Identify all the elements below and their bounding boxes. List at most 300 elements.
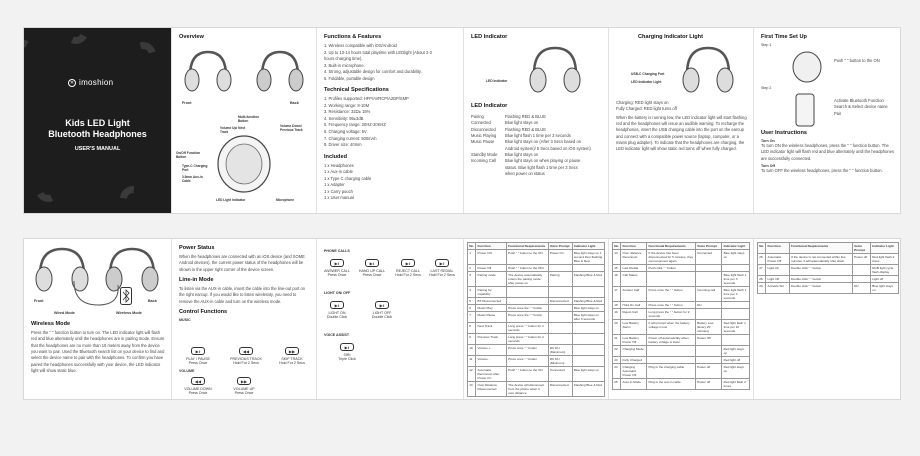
turn-off-heading: Turn Off bbox=[761, 164, 775, 169]
table-cell: Activate Siri bbox=[766, 283, 790, 294]
table-cell: DU bbox=[695, 302, 722, 309]
manual-label: USER'S MANUAL bbox=[74, 146, 121, 152]
table-cell: Pairing mode bbox=[476, 272, 507, 287]
table-row bbox=[758, 254, 899, 265]
answer-call-control: ▶‖ ANSWER CALL Press Once bbox=[324, 261, 350, 277]
control-action: Press Once bbox=[188, 391, 208, 395]
linein-paragraph: To listen via the AUX-in cable, insert the cable into the line-out port on the right earcup. If you would like to listen wirelessly, you need to remove the AUX-in cable and turn on the wireless mode. bbox=[179, 286, 306, 304]
siri-control: ▶‖ SIRI Triple Click bbox=[338, 345, 356, 361]
decor-arc bbox=[115, 181, 152, 213]
phone-icon bbox=[790, 92, 820, 128]
voice-assist-heading: VOICE ASSIST bbox=[324, 333, 350, 337]
table-cell bbox=[548, 287, 572, 298]
table-panel-1 bbox=[464, 239, 609, 399]
play-pause-icon: ▶‖ bbox=[191, 347, 205, 355]
table-cell bbox=[506, 298, 548, 305]
table-cell: 21 bbox=[613, 335, 621, 346]
table-cell: Power ON bbox=[476, 250, 507, 265]
volume-down-control bbox=[180, 377, 216, 395]
table-cell: Connected bbox=[548, 367, 572, 382]
light-off-control: ▶‖ LIGHT OFF Double Click bbox=[371, 303, 393, 319]
wireless-heading: Wireless Mode bbox=[31, 321, 71, 327]
table-row bbox=[468, 323, 605, 334]
play-pause-icon: ▶‖ bbox=[365, 259, 379, 267]
table-cell bbox=[548, 305, 572, 312]
table-row bbox=[468, 265, 605, 272]
last-redial-control: ▶‖ LAST REDIAL Hold For 2 Secs bbox=[429, 261, 455, 277]
hang-up-control: ▶‖ HANG UP CALL Press Once bbox=[358, 261, 386, 277]
table-cell: 15 bbox=[613, 265, 621, 272]
control-label: VOLUME UP bbox=[233, 387, 255, 391]
table-cell bbox=[572, 356, 604, 367]
table-cell: Volume - bbox=[476, 356, 507, 367]
list-item: 1 x Carry pouch bbox=[324, 188, 353, 194]
setup-heading: First Time Set Up bbox=[761, 34, 807, 40]
table-cell: 5 bbox=[468, 298, 476, 305]
table-cell bbox=[572, 345, 604, 356]
turn-on-text: To turn ON the wireless headphones, press the " " function button. The LED indicator light will flash red and blue alternately until the headphones are successfully connected. bbox=[761, 143, 894, 161]
table-cell bbox=[695, 265, 722, 272]
table-cell: Automatic Power Off bbox=[766, 254, 790, 265]
volume-down-label: Volume Down/ Previous Track bbox=[280, 124, 303, 132]
led-heading-2: LED Indicator bbox=[471, 103, 508, 109]
table-row bbox=[468, 345, 605, 356]
functions-heading: Functions & Features bbox=[324, 34, 382, 40]
headphones-front-icon bbox=[182, 46, 234, 98]
title-line-1: Kids LED Light bbox=[65, 118, 130, 128]
aux-cable-label: 3.5mm Aux-in Cable bbox=[182, 175, 203, 183]
table-cell: 27 bbox=[758, 265, 766, 276]
table-cell bbox=[572, 334, 604, 345]
table-cell: Red light flash 2 times bbox=[871, 254, 899, 265]
table-cell bbox=[852, 265, 870, 276]
table-cell: Music Pause bbox=[476, 312, 507, 323]
table-panel-3 bbox=[754, 239, 902, 399]
table-cell bbox=[506, 287, 548, 298]
table-cell bbox=[852, 276, 870, 283]
cover-panel bbox=[24, 28, 172, 213]
table-cell bbox=[695, 272, 722, 287]
table-cell: 26 bbox=[758, 254, 766, 265]
step-1-label: Step 1 bbox=[761, 43, 772, 47]
headphones-back-icon bbox=[254, 46, 306, 98]
table-cell: DU bbox=[852, 283, 870, 294]
play-pause-icon: ▶‖ bbox=[435, 259, 449, 267]
list-item: 4. Strong, adjustable design for comfort and durability. bbox=[324, 69, 422, 75]
list-item: 4. Sensitivity: 95±3dB bbox=[324, 115, 364, 121]
power-paragraph: When the headphones are connected with an iOS device (and SOME Android devices), the current power status of the headphones will be shown in the upper right corner of the device screen. bbox=[179, 254, 305, 272]
list-item: 2. Working range: 8-10M bbox=[324, 102, 369, 108]
volume-up-control bbox=[226, 377, 262, 395]
volume-down-icon: ◀◀ bbox=[191, 377, 205, 385]
control-label: VOLUME DOWN bbox=[184, 387, 212, 391]
table-cell: Low Battery Power Off bbox=[621, 335, 647, 346]
headphones-step1-icon bbox=[790, 50, 824, 84]
list-item: Music Playing Blue light flash 1 time per 3 seconds bbox=[471, 133, 571, 139]
headphones-charging-icon bbox=[679, 44, 737, 98]
included-heading: Included bbox=[324, 153, 347, 160]
table-cell: DU DU (Minimum) bbox=[548, 356, 572, 367]
table-cell: Push " " button to the OFF bbox=[506, 265, 548, 272]
table-cell: Battery Low (Every 20 minutes) bbox=[695, 320, 722, 335]
list-item: Music Pause Blue light stays on (After 3 Secs based on bbox=[471, 139, 582, 145]
title-line-2: Bluetooth Headphones bbox=[48, 129, 147, 139]
table-cell: Blue light stays on after 3 seconds bbox=[572, 312, 604, 323]
list-item: 6. Charging voltage: 5V bbox=[324, 129, 367, 135]
decor-arc bbox=[24, 36, 40, 69]
table-row bbox=[613, 272, 750, 287]
included-list bbox=[324, 163, 456, 202]
table-cell: 8 bbox=[468, 323, 476, 334]
table-cell bbox=[548, 312, 572, 323]
table-row bbox=[468, 287, 605, 298]
table-cell: The device will disconnect from the phone when it over distance bbox=[506, 382, 548, 397]
control-action: Press Once bbox=[234, 391, 254, 395]
charging-text bbox=[616, 100, 748, 153]
table-row bbox=[468, 367, 605, 382]
table-cell bbox=[572, 323, 604, 334]
on-off-label: On/Off Function Button bbox=[176, 151, 201, 159]
table-cell: Volume + bbox=[476, 345, 507, 356]
table-cell: Press once the " " button bbox=[506, 312, 548, 323]
table-cell: Flashing Blue & Red bbox=[572, 298, 604, 305]
overview-heading: Overview bbox=[179, 34, 204, 40]
volume-up-label: Volume Up/ Next Track bbox=[220, 126, 246, 134]
linein-heading: Line-in Mode bbox=[179, 277, 214, 284]
led-indicator-label: LED Indicator bbox=[486, 79, 508, 83]
table-cell: Flashing Blue & Red bbox=[572, 272, 604, 287]
charging-heading: Charging Indicator Light bbox=[638, 34, 703, 40]
brand-name: imoshion bbox=[79, 78, 114, 87]
table-row bbox=[613, 250, 750, 265]
overview-panel bbox=[172, 28, 317, 213]
list-item: Disconnected Flashing RED & BLUE bbox=[471, 126, 546, 132]
table-row bbox=[613, 357, 750, 364]
table-cell bbox=[548, 334, 572, 345]
music-label: MUSIC bbox=[179, 318, 191, 323]
table-row bbox=[613, 364, 750, 379]
table-cell: 17 bbox=[613, 287, 621, 302]
table-cell: 14 bbox=[613, 250, 621, 265]
table-cell: Blue light stays on bbox=[572, 305, 604, 312]
charged-line: Fully Charged: RED light turns off bbox=[616, 106, 677, 112]
table-cell: Plug in the charging cable bbox=[647, 364, 696, 379]
table-cell: Flashing Blue & Red bbox=[572, 382, 604, 397]
function-table-1: No. Function Functional Requirements Voice Prompt Indicator Light 1 Power ON Push " " button to the ON Power On Blue light stays on 1 second then flashing Blue & Red 2 Power Off Push " " button to the OFF 3 Pairing mode The device automatically enters the pairing mode after power on Pairing Flashing Blue & Red 4 Pairing for capability 5 BT Disconnected Disconnected Flashing Blue & Red 6 Music Play Press once the " " button Blue light stays on 7 Music Pause Press once the " " button Blue light stays on after 3 seconds 8 Next Track Long press " " button for 2 seconds 9 Previous Track Long press " " button for 2 seconds 10 Volume + Press once " " button DU DU (Maximum) 11 Volume - Press once " " button DU DU (Minimum) 12 Automatic Reconnect after Power On Push " " button to the ON Connected Blue light stays on 13 Over Distance Disconnected The device will disconnect from the phone when it over distance Disconnected Flashing Blue & Red bbox=[467, 242, 605, 397]
cover-title bbox=[24, 118, 171, 152]
table-cell: Red light stays on bbox=[722, 346, 750, 357]
table-row bbox=[468, 272, 605, 287]
table-cell: Previous Track bbox=[476, 334, 507, 345]
specs-panel bbox=[317, 28, 464, 213]
table-cell bbox=[695, 357, 722, 364]
table-row bbox=[468, 250, 605, 265]
charging-panel bbox=[609, 28, 754, 213]
logo-icon: ✕ bbox=[69, 79, 75, 86]
list-item: Incoming Call Blue light stays on when playing or pause bbox=[471, 158, 581, 164]
table-cell: 6 bbox=[468, 305, 476, 312]
turn-off-text: To turn OFF the wireless headphones, press the " " function button. bbox=[761, 168, 883, 174]
bluetooth-icon bbox=[120, 287, 132, 305]
instructions-heading: User Instructions bbox=[761, 130, 808, 136]
control-label: SKIP TRACK bbox=[281, 357, 303, 361]
table-cell: Plug in the aux-in cable bbox=[647, 379, 696, 390]
list-item: 1. Wireless compatible with iOS/Android bbox=[324, 43, 397, 48]
list-item: Connected Blue light stays on bbox=[471, 120, 539, 126]
table-cell: Over Distance Disconnected bbox=[476, 382, 507, 397]
table-cell: BT Disconnected bbox=[476, 298, 507, 305]
table-row bbox=[758, 265, 899, 276]
led-heading: LED Indicator bbox=[471, 34, 508, 40]
table-cell: Push " " button to the ON bbox=[506, 250, 548, 265]
reject-call-control: ▶‖ REJECT CALL Hold For 2 Secs bbox=[395, 261, 421, 277]
headphones-led-icon bbox=[526, 44, 584, 98]
table-cell: Blue light stays on bbox=[722, 250, 750, 265]
play-pause-control bbox=[180, 347, 216, 365]
table-row bbox=[468, 334, 605, 345]
turn-on-heading: Turn On bbox=[761, 139, 775, 143]
previous-track-control bbox=[226, 347, 266, 365]
table-cell: Pairing bbox=[548, 272, 572, 287]
table-cell: Red light stays on bbox=[722, 364, 750, 379]
table-cell: 23 bbox=[613, 357, 621, 364]
table-cell bbox=[647, 346, 696, 357]
table-cell: Double click " " button bbox=[789, 283, 852, 294]
control-action: Press Once bbox=[188, 361, 208, 365]
table-cell: Next Track bbox=[476, 323, 507, 334]
led-panel bbox=[464, 28, 609, 213]
next-icon: ▶▶ bbox=[285, 347, 299, 355]
table-row bbox=[468, 312, 605, 323]
decor-arc bbox=[33, 175, 64, 206]
table-cell: Last Redial bbox=[621, 265, 647, 272]
table-row bbox=[613, 265, 750, 272]
table-cell: Power On bbox=[548, 250, 572, 265]
table-cell: Disconnected bbox=[548, 298, 572, 305]
charging-port-label: Type-C Charging Port bbox=[182, 164, 208, 172]
list-item: 2. Up to 13-14 hours total playtime with LEDlight (About 2-3 bbox=[324, 49, 432, 55]
calls-panel bbox=[317, 239, 464, 399]
list-item: 1 x Type C charging cable bbox=[324, 175, 372, 181]
table-row bbox=[758, 283, 899, 294]
table-cell: RGB light cycle flash display bbox=[871, 265, 899, 276]
previous-icon: ◀◀ bbox=[239, 347, 253, 355]
table-cell: Red light off bbox=[722, 357, 750, 364]
table-cell: Reject Call bbox=[621, 309, 647, 320]
table-cell: Double click " " button bbox=[789, 265, 852, 276]
table-row bbox=[613, 335, 750, 346]
table-cell: Light On bbox=[766, 265, 790, 276]
function-table-2: No. Function Functional Requirements Voice Prompt Indicator Light 14 Over distance Reconnect If the device has been disconnected for 5 minutes, they can reconnect again Connected Blue light stays on 15 Last Redial Push click " " button 16 Call Status Blue light flash 1 time per 3 seconds 17 Answer Call Press once the " " button Incoming call Blue light flash 1 time per 3 seconds 18 Hold On Call Press once the " " button DU 19 Reject Call Long press the " " button for 2 seconds 20 Low Battery Alarm It will prompt when the battery voltage is low Battery Low (Every 20 minutes) Red light flash 1 time per 10 seconds 21 Low Battery Power Off Power off automatically when battery voltage is lower Power Off 22 Charging Mode Red light stays on 23 Fully Charged Red light off 24 Charging Automatic Power Off Plug in the charging cable Power off Red light stays on 25 Auto-in Mode Plug in the aux-in cable Power off Red light flash 2 times bbox=[612, 242, 750, 390]
table-row bbox=[613, 287, 750, 302]
control-action: Hold For 2 Secs bbox=[279, 361, 305, 365]
power-panel bbox=[172, 239, 317, 399]
list-item: hours charging time). bbox=[324, 56, 363, 62]
wireless-paragraph: Press the " " function button to turn on. The LED indicator light will flash red and blue alternately until the headphones are in pairing mode. Ensure that the headphones are no more than 10 meters away from the device you want to pair. Used the Bluetooth search list on your device to find and select the device name to pair with the headphones. To confirm you have paired the headphones successfully with your device, the LED indicator light will show static blue. bbox=[31, 330, 165, 374]
table-cell: Connected bbox=[695, 250, 722, 265]
table-cell: The device automatically enters the pairing mode after power on bbox=[506, 272, 548, 287]
user-instructions bbox=[761, 130, 895, 174]
table-cell: 22 bbox=[613, 346, 621, 357]
table-cell bbox=[572, 287, 604, 298]
table-cell: Long press " " button for 2 seconds bbox=[506, 334, 548, 345]
play-pause-icon: ▶‖ bbox=[401, 259, 415, 267]
bottom-sheet bbox=[23, 238, 901, 400]
list-item: 8. Driver size: 40mm bbox=[324, 142, 362, 148]
table-cell: Fully Charged bbox=[621, 357, 647, 364]
table-row bbox=[468, 382, 605, 397]
table-row bbox=[758, 276, 899, 283]
list-item: 5. Frequency range: 20HZ-20KHZ bbox=[324, 122, 386, 128]
table-row bbox=[613, 346, 750, 357]
decor-arc bbox=[125, 37, 161, 73]
table-cell: 4 bbox=[468, 287, 476, 298]
list-item: 7. Charging current: 500mAh bbox=[324, 135, 377, 141]
step-1-text: Push " " button to the ON bbox=[834, 58, 880, 63]
table-cell: Blue light flash 1 time per 3 seconds bbox=[722, 272, 750, 287]
table-cell: Hold On Call bbox=[621, 302, 647, 309]
wireless-mode-section bbox=[31, 321, 165, 374]
table-cell: Press once the " " button bbox=[647, 302, 696, 309]
table-cell: Press once the " " button bbox=[506, 305, 548, 312]
table-cell: Over distance Reconnect bbox=[621, 250, 647, 265]
table-cell: Light off bbox=[871, 276, 899, 283]
table-cell: Long press the " " button for 2 seconds bbox=[647, 309, 696, 320]
table-cell: Push click " " button bbox=[647, 265, 696, 272]
table-cell: 9 bbox=[468, 334, 476, 345]
microphone-label: Microphone bbox=[276, 198, 295, 202]
table-cell: 2 bbox=[468, 265, 476, 272]
list-item: Pairing Flashing RED & BLUE bbox=[471, 114, 546, 119]
table-cell: Power off automatically when battery voltage is lower bbox=[647, 335, 696, 346]
table-cell: 13 bbox=[468, 382, 476, 397]
table-row bbox=[613, 302, 750, 309]
aux-cable-icon bbox=[68, 277, 128, 311]
list-item: 1. Profiles supported: HFP/AVRCP/A2DP/SMP bbox=[324, 96, 409, 102]
front-label: Front bbox=[182, 101, 192, 105]
list-item: 3. Resistance: 32Ω± 15% bbox=[324, 109, 371, 115]
charging-line: Charging: RED light stays on bbox=[616, 100, 669, 105]
volume-label: VOLUME bbox=[179, 369, 195, 373]
table-cell: Blue light stays on bbox=[871, 283, 899, 294]
table-row bbox=[468, 356, 605, 367]
table-cell: Press once " " button bbox=[506, 356, 548, 367]
table-cell bbox=[647, 357, 696, 364]
brand-logo bbox=[68, 78, 113, 87]
table-cell: Light Off bbox=[766, 276, 790, 283]
table-cell: Incoming call bbox=[695, 287, 722, 302]
table-cell: 24 bbox=[613, 364, 621, 379]
list-item: when power on status bbox=[505, 171, 545, 177]
phone-calls-heading: PHONE CALLS bbox=[324, 249, 350, 253]
table-cell: Answer Call bbox=[621, 287, 647, 302]
functions-list bbox=[324, 43, 456, 82]
table-cell: If the device has been disconnected for 5 minutes, they can reconnect again bbox=[647, 250, 696, 265]
tech-list bbox=[324, 96, 456, 148]
modes-panel bbox=[24, 239, 172, 399]
table-cell: Long press " " button for 2 seconds bbox=[506, 323, 548, 334]
front-label: Front bbox=[34, 299, 44, 303]
table-cell: Red light flash 1 time per 10 seconds bbox=[722, 320, 750, 335]
table-cell: 16 bbox=[613, 272, 621, 287]
table-cell bbox=[572, 265, 604, 272]
table-cell: Power off bbox=[852, 254, 870, 265]
table-cell: 3 bbox=[468, 272, 476, 287]
list-item: Android system)/ 5 Secs based on iOS system) bbox=[505, 145, 591, 151]
setup-panel bbox=[754, 28, 902, 213]
list-item: 1 x Headphones bbox=[324, 162, 354, 168]
table-cell: Low Battery Alarm bbox=[621, 320, 647, 335]
table-row bbox=[613, 379, 750, 390]
control-label: PREVIOUS TRACK bbox=[230, 357, 262, 361]
table-cell bbox=[548, 265, 572, 272]
back-label: Back bbox=[148, 299, 157, 303]
table-cell: 7 bbox=[468, 312, 476, 323]
tech-heading: Technical Specifications bbox=[324, 87, 389, 94]
power-heading: Power Status bbox=[179, 245, 215, 251]
led-light-label: LED Indicator Light bbox=[631, 80, 662, 84]
list-item: Standby Mode Blue light stays on bbox=[471, 152, 539, 158]
table-cell: 19 bbox=[613, 309, 621, 320]
play-pause-icon: ▶‖ bbox=[375, 301, 389, 309]
table-cell: It will prompt when the battery voltage is low bbox=[647, 320, 696, 335]
table-cell: Music Play bbox=[476, 305, 507, 312]
step-2-text: Activate Bluetooth Function Search & Select device name Pair bbox=[834, 98, 888, 116]
table-cell bbox=[722, 302, 750, 309]
table-cell bbox=[548, 323, 572, 334]
control-action: Hold For 2 Secs bbox=[233, 361, 259, 365]
table-cell: Charging Automatic Power Off bbox=[621, 364, 647, 379]
table-cell: Call Status bbox=[621, 272, 647, 287]
table-cell: Blue light stays on 1 second then flashing Blue & Red bbox=[572, 250, 604, 265]
list-item: status. Blue light flash 1 time per 3 Secs bbox=[505, 164, 578, 170]
table-cell: Disconnected bbox=[548, 382, 572, 397]
led-label: LED Light Indicator bbox=[216, 198, 246, 202]
led-status-list bbox=[471, 114, 605, 177]
list-item: 5. Foldable, portable design bbox=[324, 75, 375, 81]
table-cell: 18 bbox=[613, 302, 621, 309]
table-cell: 11 bbox=[468, 356, 476, 367]
table-cell: Blue light flash 1 time per 3 seconds bbox=[722, 287, 750, 302]
multi-function-label: Multi-function Button bbox=[238, 115, 260, 123]
table-row bbox=[613, 320, 750, 335]
table-cell bbox=[647, 272, 696, 287]
control-heading: Control Functions bbox=[179, 309, 228, 316]
back-label: Back bbox=[290, 101, 299, 105]
table-cell: 12 bbox=[468, 367, 476, 382]
step-2-label: Step 2 bbox=[761, 86, 772, 90]
control-label: PLAY / PAUSE bbox=[186, 357, 210, 361]
table-cell: Power Off bbox=[476, 265, 507, 272]
charging-paragraph: When the battery is running low, the LED indicator light will start flashing red and the headphones will issue an audible warning. To recharge the headphones, insert the USB charging cable into the port on the earcup and connect with a compatible power source (laptop, computer, or a mains plug adapter). To indicate that the headphones are charging, the LED indicator light will show static red turns off when fully charged. bbox=[616, 114, 747, 152]
function-table-3: No. Function Functional Requirements Voice Prompt Indicator Light 26 Automatic Power Off If the device is not connected within five minutes, it will automatically shut down Power off Red light flash 2 times 27 Light On Double click " " button RGB light cycle flash display 28 Light Off Double click " " button Light off 29 Activate Siri Double click " " button DU Blue light stays on bbox=[757, 242, 899, 294]
list-item: 1 x Adapter bbox=[324, 182, 345, 188]
table-cell: Red light flash 2 times bbox=[722, 379, 750, 390]
wireless-mode-label: Wireless Mode bbox=[116, 311, 142, 315]
table-cell bbox=[695, 309, 722, 320]
table-cell: If the device is not connected within five minutes, it will automatically shut down bbox=[789, 254, 852, 265]
list-item: 1 x User manual bbox=[324, 195, 354, 201]
light-on-control: ▶‖ LIGHT ON Double Click bbox=[326, 303, 348, 319]
table-cell: 1 bbox=[468, 250, 476, 265]
play-pause-icon: ▶‖ bbox=[330, 259, 344, 267]
table-cell: Blue light stays on bbox=[572, 367, 604, 382]
table-cell: Automatic Reconnect after Power On bbox=[476, 367, 507, 382]
light-heading: LIGHT ON/ OFF bbox=[324, 291, 351, 295]
table-cell: Push " " button to the ON bbox=[506, 367, 548, 382]
decor-arc bbox=[61, 28, 92, 47]
table-cell bbox=[722, 335, 750, 346]
